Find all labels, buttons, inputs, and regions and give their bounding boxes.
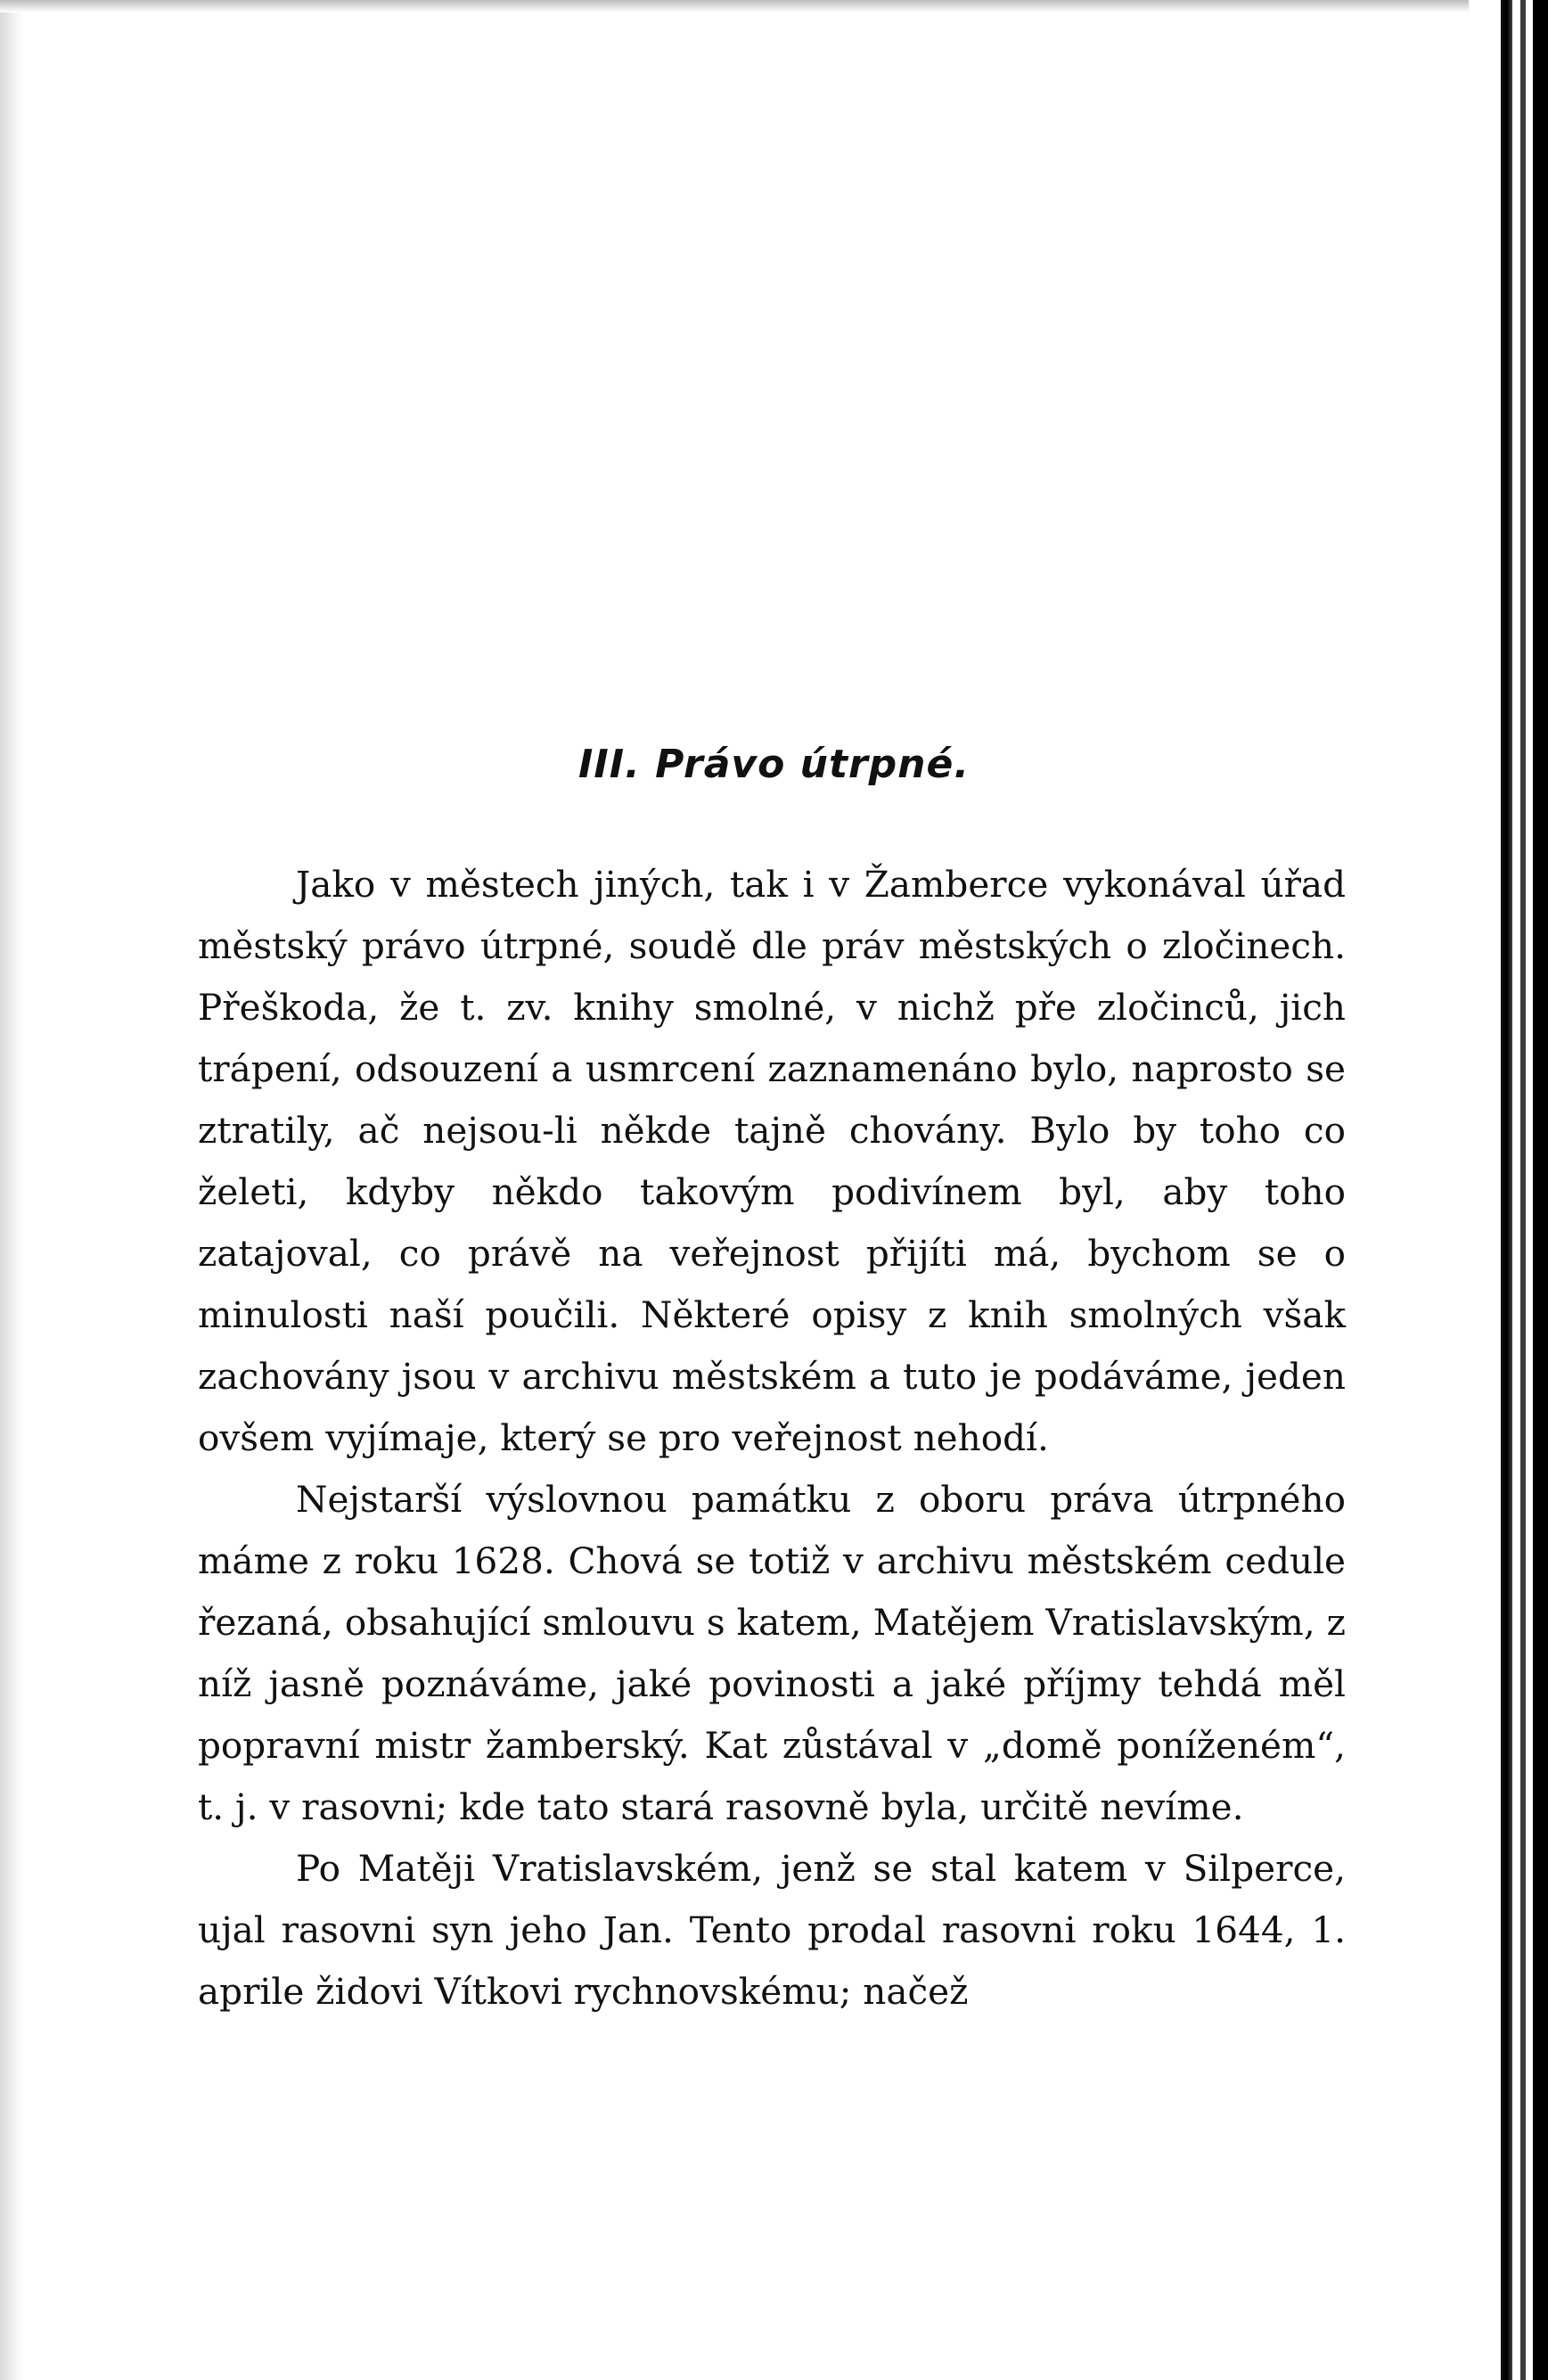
page-top-edge (0, 0, 1548, 12)
spine-bar (1520, 0, 1526, 2380)
page-gutter-shadow (0, 0, 25, 2380)
paragraph: Jako v městech jiných, tak i v Žamberce vykonával úřad městský právo útrpné, soudě dle práv městských o zločinech. Přeškoda, že t. zv. knihy smolné, v nichž pře zločinců, jich trápení, odsouzení a usmrcení zaznamenáno bylo, naprosto se ztratily, ač nejsou-li někde tajně chovány. Bylo by toho co želeti, kdyby někdo takovým podivínem byl, aby toho zatajoval, co právě na veřejnost přijíti má, bychom se o minulosti naší poučili. Některé opisy z knih smolných však zachovány jsou v archivu městském a tuto je podáváme, jeden ovšem vyjímaje, který se pro veřejnost nehodí. (198, 863, 1346, 1459)
paragraph: Po Matěji Vratislavském, jenž se stal katem v Silperce, ujal rasovni syn jeho Jan. Tento prodal rasovni roku 1644, 1. aprile židovi Vítkovi rychnovskému; načež (198, 1847, 1346, 2013)
book-spine-edge (1469, 0, 1548, 2380)
chapter-heading: III. Právo útrpné. (577, 742, 971, 787)
body-text (198, 854, 1346, 2023)
spine-bar (1533, 0, 1548, 2380)
spine-bar (1501, 0, 1512, 2380)
paragraph: Nejstarší výslovnou památku z oboru práva útrpného máme z roku 1628. Chová se totiž v archivu městském cedule řezaná, obsahující smlouvu s katem, Matějem Vratislavským, z níž jasně poznáváme, jaké povinosti a jaké příjmy tehdá měl popravní mistr žamberský. Kat zůstával v „domě poníženém“, t. j. v rasovni; kde tato stará rasovně byla, určitě nevíme. (198, 1478, 1346, 1828)
